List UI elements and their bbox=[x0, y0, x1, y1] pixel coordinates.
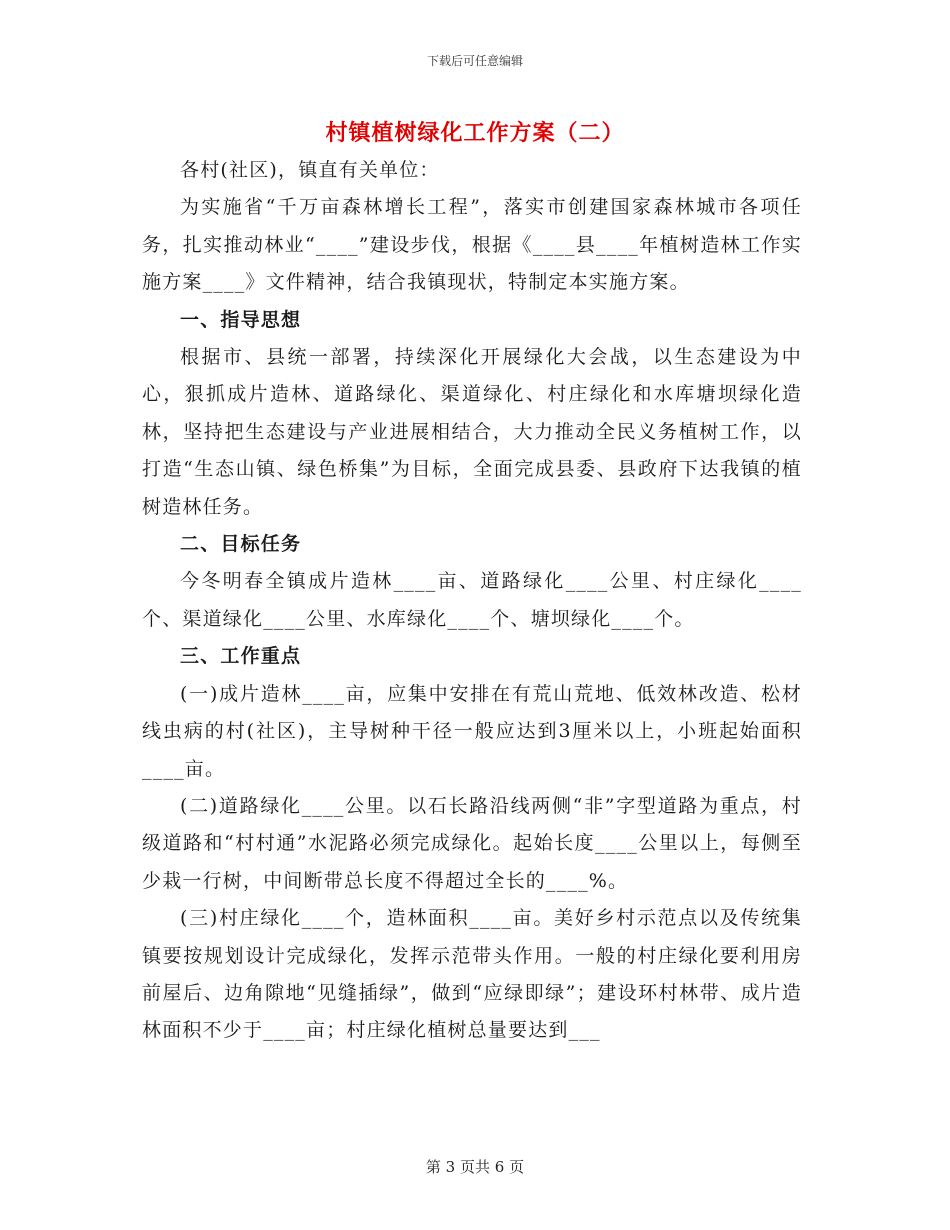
targets-paragraph: 今冬明春全镇成片造林____亩、道路绿化____公里、村庄绿化____个、渠道绿化____公里、水库绿化____个、塘坝绿化____个。 bbox=[142, 570, 802, 630]
work-focus-item-1: (一)成片造林____亩，应集中安排在有荒山荒地、低效林改造、松材线虫病的村(社区)，主导树种干径一般应达到3厘米以上，小班起始面积____亩。 bbox=[142, 682, 802, 780]
document-title: 村镇植树绿化工作方案（二） bbox=[325, 120, 625, 146]
salutation: 各村(社区)，镇直有关单位： bbox=[180, 159, 440, 181]
guiding-ideology-paragraph: 根据市、县统一部署，持续深化开展绿化大会战，以生态建设为中心，狠抓成片造林、道路绿化、渠道绿化、村庄绿化和水库塘坝绿化造林，坚持把生态建设与产业进展相结合，大力推动全民义务植树工作，以打造“生态山镇、绿色桥集”为目标，全面完成县委、县政府下达我镇的植树造林任务。 bbox=[142, 346, 802, 518]
section-heading-targets: 二、目标任务 bbox=[180, 533, 302, 556]
document-body bbox=[142, 152, 802, 1050]
work-focus-item-3: (三)村庄绿化____个，造林面积____亩。美好乡村示范点以及传统集镇要按规划设计完成绿化，发挥示范带头作用。一般的村庄绿化要利用房前屋后、边角隙地“见缝插绿”，做到“应绿即绿”；建设环村林带、成片造林面积不少于____亩；村庄绿化植树总量要达到___ bbox=[142, 907, 802, 1042]
page-number: 第 3 页共 6 页 bbox=[425, 1158, 525, 1176]
intro-paragraph: 为实施省“千万亩森林增长工程”，落实市创建国家森林城市各项任务，扎实推动林业“____”建设步伐，根据《____县____年植树造林工作实施方案____》文件精神，结合我镇现状，特制定本实施方案。 bbox=[142, 196, 802, 294]
work-focus-item-2: (二)道路绿化____公里。以石长路沿线两侧“非”字型道路为重点，村级道路和“村村通”水泥路必须完成绿化。起始长度____公里以上，每侧至少栽一行树，中间断带总长度不得超过全长的____%。 bbox=[142, 794, 802, 892]
section-heading-guiding-ideology: 一、指导思想 bbox=[180, 308, 302, 331]
page-header: 下载后可任意编辑 bbox=[426, 54, 523, 68]
section-heading-work-focus: 三、工作重点 bbox=[180, 645, 302, 668]
